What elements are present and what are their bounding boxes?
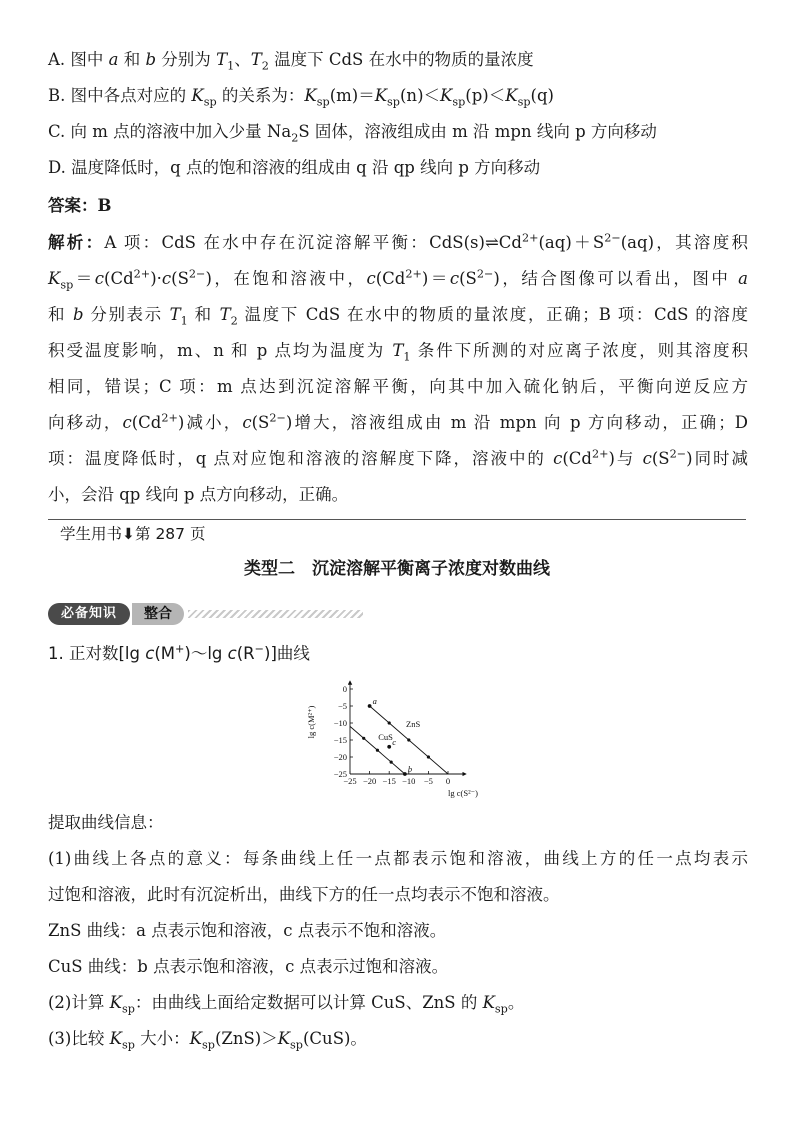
chart-series-label: CuS: [378, 732, 393, 743]
badge-label-right: 整合: [132, 603, 184, 625]
chart-point-b: [403, 772, 407, 776]
divider: [48, 519, 746, 520]
chart-y-tick-label: −10: [333, 718, 347, 728]
chart-x-axis-label: lg c(S²⁻): [448, 788, 478, 798]
chart-series-label: ZnS: [406, 718, 421, 729]
explanation-line-8: 小，会沿 qp 线向 p 点方向移动，正确。: [48, 485, 349, 504]
answer: 答案：B: [48, 196, 112, 215]
explanation-line-2: $K_{sp}=c(Cd^{2+})\cdot c(S^{2-})$，在饱和溶液中，$c(Cd^{2+})=c(S^{2-})$，结合图像可以看出，图中 a: [48, 267, 748, 292]
info-intro: 提取曲线信息：: [48, 813, 164, 832]
lg-concentration-chart: [300, 676, 490, 801]
explanation-line-1: 解析：A 项：CdS 在水中存在沉淀溶解平衡：$CdS(s)\rightleftharpoons Cd^{2+}(aq)+S^{2-}(aq)$，其溶度积: [48, 231, 749, 252]
chart-x-tick-label: −25: [343, 776, 357, 786]
chart-y-tick-label: −15: [333, 735, 347, 745]
heading-1: 1. 正对数[lg c(M+)～lg c(R−)]曲线: [48, 642, 310, 663]
chart-x-tick-label: −10: [402, 776, 416, 786]
chart-y-axis-label: lg c(M²⁺): [306, 705, 316, 739]
explanation-line-5: 相同，错误；C 项：m 点达到沉淀溶解平衡，向其中加入硫化钠后，平衡向逆反应方: [48, 377, 748, 396]
chart-y-tick-label: −25: [333, 769, 347, 779]
info-cus: CuS 曲线：b 点表示饱和溶液，c 点表示过饱和溶液。: [48, 957, 449, 976]
chart-x-tick-label: −20: [362, 776, 377, 786]
explanation-line-4: 积受温度影响，m、n 和 p 点均为温度为 $T_1$ 条件下所测的对应离子浓度，则其溶度积: [48, 341, 748, 364]
section-title: 类型二 沉淀溶解平衡离子浓度对数曲线: [244, 559, 550, 579]
option-c: C. 向 m 点的溶液中加入少量 $Na_2S$ 固体，溶液组成由 m 沿 mpn 线向 p 方向移动: [48, 122, 657, 145]
option-b: B. 图中各点对应的 $K_{sp}$ 的关系为：$K_{sp}(m)=K_{sp}(n)<K_{sp}(p)<K_{sp}(q)$: [48, 86, 554, 109]
option-a: A. 图中 a 和 b 分别为 $T_1$、$T_2$ 温度下 CdS 在水中的物质的量浓度: [48, 50, 534, 73]
badge-stripes: [188, 610, 363, 618]
info-point-1a: (1)曲线上各点的意义：每条曲线上任一点都表示饱和溶液，曲线上方的任一点均表示: [48, 849, 748, 868]
info-point-1b: 过饱和溶液，此时有沉淀析出，曲线下方的任一点均表示不饱和溶液。: [48, 885, 560, 904]
explanation-line-6: 向移动，$c(Cd^{2+})$减小，$c(S^{2-})$增大，溶液组成由 m 沿 mpn 向 p 方向移动，正确；D: [48, 411, 749, 432]
chart-y-tick-label: −5: [337, 701, 347, 711]
knowledge-badge: [48, 603, 368, 625]
explanation-line-3: 和 b 分别表示 $T_1$ 和 $T_2$ 温度下 CdS 在水中的物质的量浓度，正确；B 项：CdS 的溶度: [48, 305, 749, 328]
chart-point-label: a: [372, 696, 377, 706]
option-d: D. 温度降低时，q 点的饱和溶液的组成由 q 沿 qp 线向 p 方向移动: [48, 158, 541, 177]
info-point-2: (2)计算 $K_{sp}$：由曲线上面给定数据可以计算 CuS、ZnS 的 $K_{sp}$。: [48, 993, 525, 1016]
chart-series-marker: [407, 738, 410, 741]
badge-label-left: 必备知识: [48, 603, 130, 625]
chart-point-c: [387, 745, 391, 749]
chart-series-marker: [362, 737, 365, 740]
chart-series-marker: [376, 749, 379, 752]
info-zns: ZnS 曲线：a 点表示饱和溶液，c 点表示不饱和溶液。: [48, 921, 447, 940]
info-point-3: (3)比较 $K_{sp}$ 大小：$K_{sp}(ZnS)>K_{sp}(CuS)$。: [48, 1029, 367, 1052]
chart-point-label: c: [392, 736, 396, 747]
page-reference: 学生用书⬇第 287 页: [60, 525, 206, 543]
chart-point-label: b: [407, 764, 413, 774]
chart-x-tick-label: −15: [382, 776, 396, 786]
chart-series-marker: [388, 721, 391, 724]
chart-x-tick-label: −5: [423, 776, 433, 786]
down-arrow-icon: ⬇: [122, 525, 136, 543]
chart-series-marker: [427, 755, 430, 758]
chart-series-marker: [390, 761, 393, 764]
chart-x-tick-label: 0: [445, 776, 451, 786]
chart-y-tick-label: 0: [342, 684, 347, 694]
explanation-line-7: 项：温度降低时，q 点对应饱和溶液的溶解度下降，溶液中的 $c(Cd^{2+})$与 $c(S^{2-})$同时减: [48, 447, 749, 468]
chart-point-a: [368, 704, 372, 708]
chart-y-tick-label: −20: [333, 752, 347, 762]
